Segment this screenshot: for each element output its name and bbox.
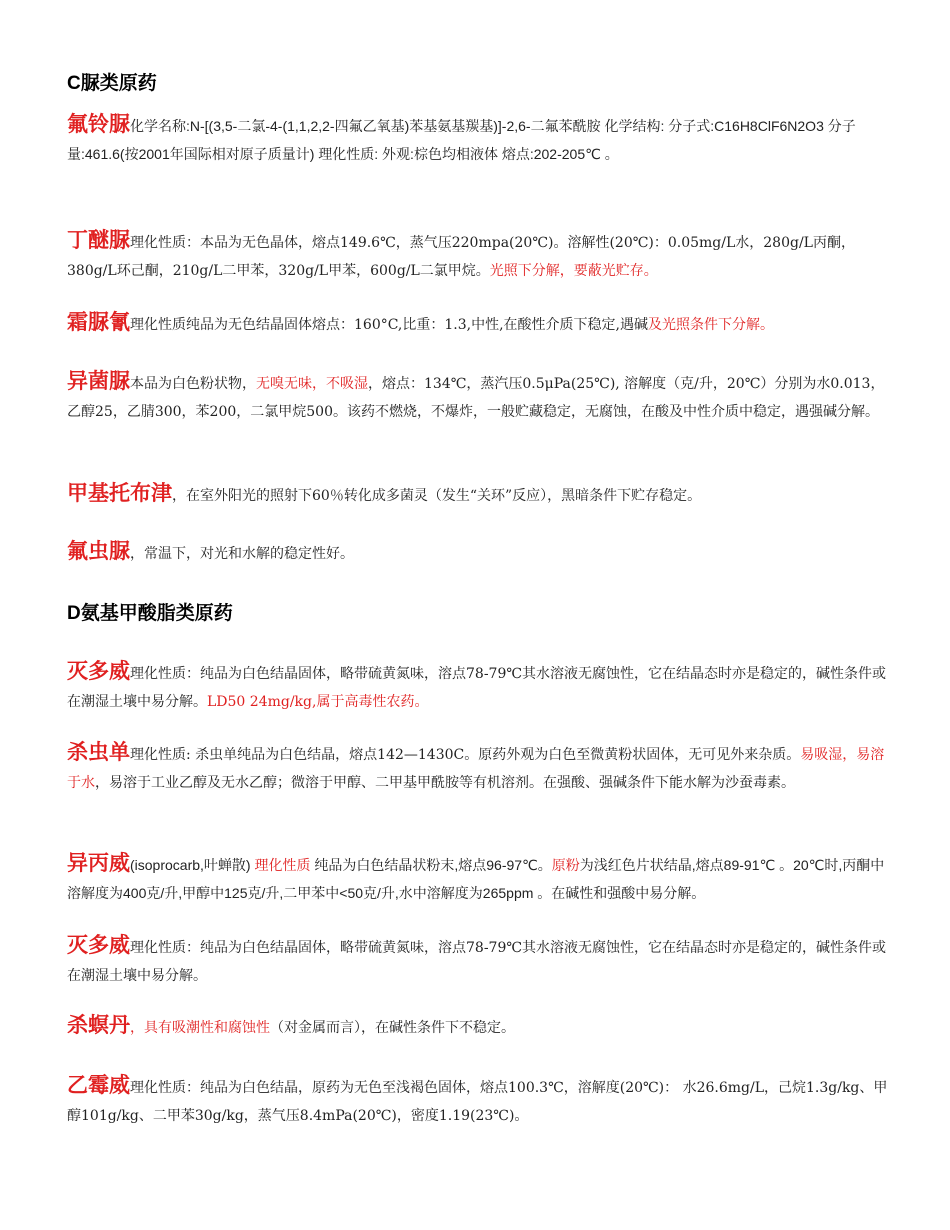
entry-text: 为浅红色片状结晶,熔点89-91℃ 。20℃时,丙酮中溶解度为400克/升,甲醇中125克/升,二甲苯中<50克/升,水中溶解度为265ppm 。在碱性和强酸中易分解。 (67, 857, 885, 901)
entry-text: ，熔点：134℃，蒸汽压0.5μPa(25℃), 溶解度（克/升，20℃）分别为水0.013，乙醇25，乙腈300，苯200，二氯甲烷500。该药不燃烧，不爆炸，一般贮藏稳定，无腐蚀，在酸及中性介质中稳定，遇强碱分解。 (67, 376, 885, 420)
entry-fluazuron (67, 110, 889, 168)
entry-text: 理化性质纯品为无色结晶固体熔点：160°C,比重：1.3,中性,在酸性介质下稳定,遇碱 (130, 317, 648, 333)
entry-text: 纯品为白色结晶状粉末,熔点96-97℃。 (310, 857, 552, 873)
entry-text: （对金属而言），在碱性条件下不稳定。 (270, 1020, 515, 1036)
compound-name: 甲基托布津 (67, 481, 172, 505)
entry-text: 理化性质：纯品为白色结晶固体，略带硫黄氮味，溶点78-79℃其水溶液无腐蚀性，它在结晶态时亦是稳定的，碱性条件或在潮湿土壤中易分解。 (67, 940, 887, 984)
entry-highlight: 无嗅无味，不吸湿 (256, 376, 368, 392)
entry-ethiofencarb (67, 1071, 889, 1130)
compound-name: 杀虫单 (67, 740, 130, 764)
compound-name: 异丙威 (67, 851, 130, 875)
section-heading-c: C脲类原药 (67, 73, 157, 94)
entry-flufenoxuron (67, 537, 889, 568)
entry-text: 理化性质：纯品为白色结晶固体，略带硫黄氮味，溶点78-79℃其水溶液无腐蚀性，它在结晶态时亦是稳定的，碱性条件或在潮湿土壤中易分解。 (67, 666, 887, 710)
compound-name: 杀螟丹 (67, 1013, 130, 1037)
compound-name: 氟铃脲 (67, 112, 130, 136)
entry-text: 理化性质：本品为无色晶体，熔点149.6℃，蒸气压220mpa(20℃)。溶解性(20℃)：0.05mg/L水，280g/L丙酮，380g/L环己酮，210g/L二甲苯，320g/L甲苯，600g/L二氯甲烷。 (67, 235, 855, 279)
compound-name: 异菌脲 (67, 369, 130, 393)
entry-text: ，常温下，对光和水解的稳定性好。 (130, 546, 354, 562)
compound-name: 氟虫脲 (67, 539, 130, 563)
entry-methomyl (67, 657, 889, 716)
entry-highlight: 理化性质 (254, 857, 311, 873)
compound-name: 灭多威 (67, 659, 130, 683)
entry-isoproturon (67, 367, 889, 426)
compound-name: 乙霉威 (67, 1073, 130, 1097)
entry-text: 本品为白色粉状物， (130, 376, 256, 392)
entry-text: 化学名称:N-[(3,5-二氯-4-(1,1,2,2-四氟乙氧基)苯基氨基羰基)]-2,6-二氟苯酰胺 化学结构: 分子式:C16H8ClF6N2O3 分子量:461.6(按2001年国际相对原子质量计) 理化性质: 外观:棕色均相液体 熔点:202-205℃ 。 (67, 118, 856, 162)
entry-highlight: LD50 24mg/kg,属于高毒性农药。 (207, 694, 429, 710)
entry-highlight: 及光照条件下分解。 (648, 317, 774, 333)
entry-highlight: ，具有吸潮性和腐蚀性 (130, 1020, 270, 1036)
entry-text: (isoprocarb,叶蝉散) (130, 857, 255, 873)
entry-cymoxanil (67, 308, 889, 339)
entry-isoprocarb (67, 849, 889, 907)
section-heading-d: D氨基甲酸脂类原药 (67, 603, 233, 624)
compound-name: 霜脲氰 (67, 310, 130, 334)
entry-highlight: 光照下分解，要蔽光贮存。 (489, 263, 658, 279)
entry-highlight: 易吸湿，易溶于水 (67, 747, 885, 791)
entry-cartap (67, 738, 889, 797)
compound-name: 丁醚脲 (67, 228, 130, 252)
entry-methomyl-repeat (67, 931, 889, 990)
compound-name: 灭多威 (67, 933, 130, 957)
entry-text: 理化性质: 杀虫单纯品为白色结晶，熔点142—1430C。原药外观为白色至微黄粉状固体，无可见外来杂质。 (130, 747, 801, 763)
entry-fenobucarb (67, 1011, 889, 1042)
entry-text: ，在室外阳光的照射下60％转化成多菌灵（发生“关环”反应），黑暗条件下贮存稳定。 (172, 488, 702, 504)
entry-text: 理化性质：纯品为白色结晶，原药为无色至浅褐色固体，熔点100.3℃，溶解度(20℃)： 水26.6mg/L，己烷1.3g/kg、甲醇101g/kg、二甲苯30g/kg，蒸气压8.4mPa(20℃)，密度1.19(23℃)。 (67, 1080, 888, 1124)
entry-text: ，易溶于工业乙醇及无水乙醇；微溶于甲醇、二甲基甲酰胺等有机溶剂。在强酸、强碱条件下能水解为沙蚕毒素。 (95, 775, 795, 791)
entry-methabenzthiazuron (67, 479, 889, 510)
entry-diafenthiuron (67, 226, 889, 285)
entry-highlight: 原粉 (551, 857, 580, 873)
